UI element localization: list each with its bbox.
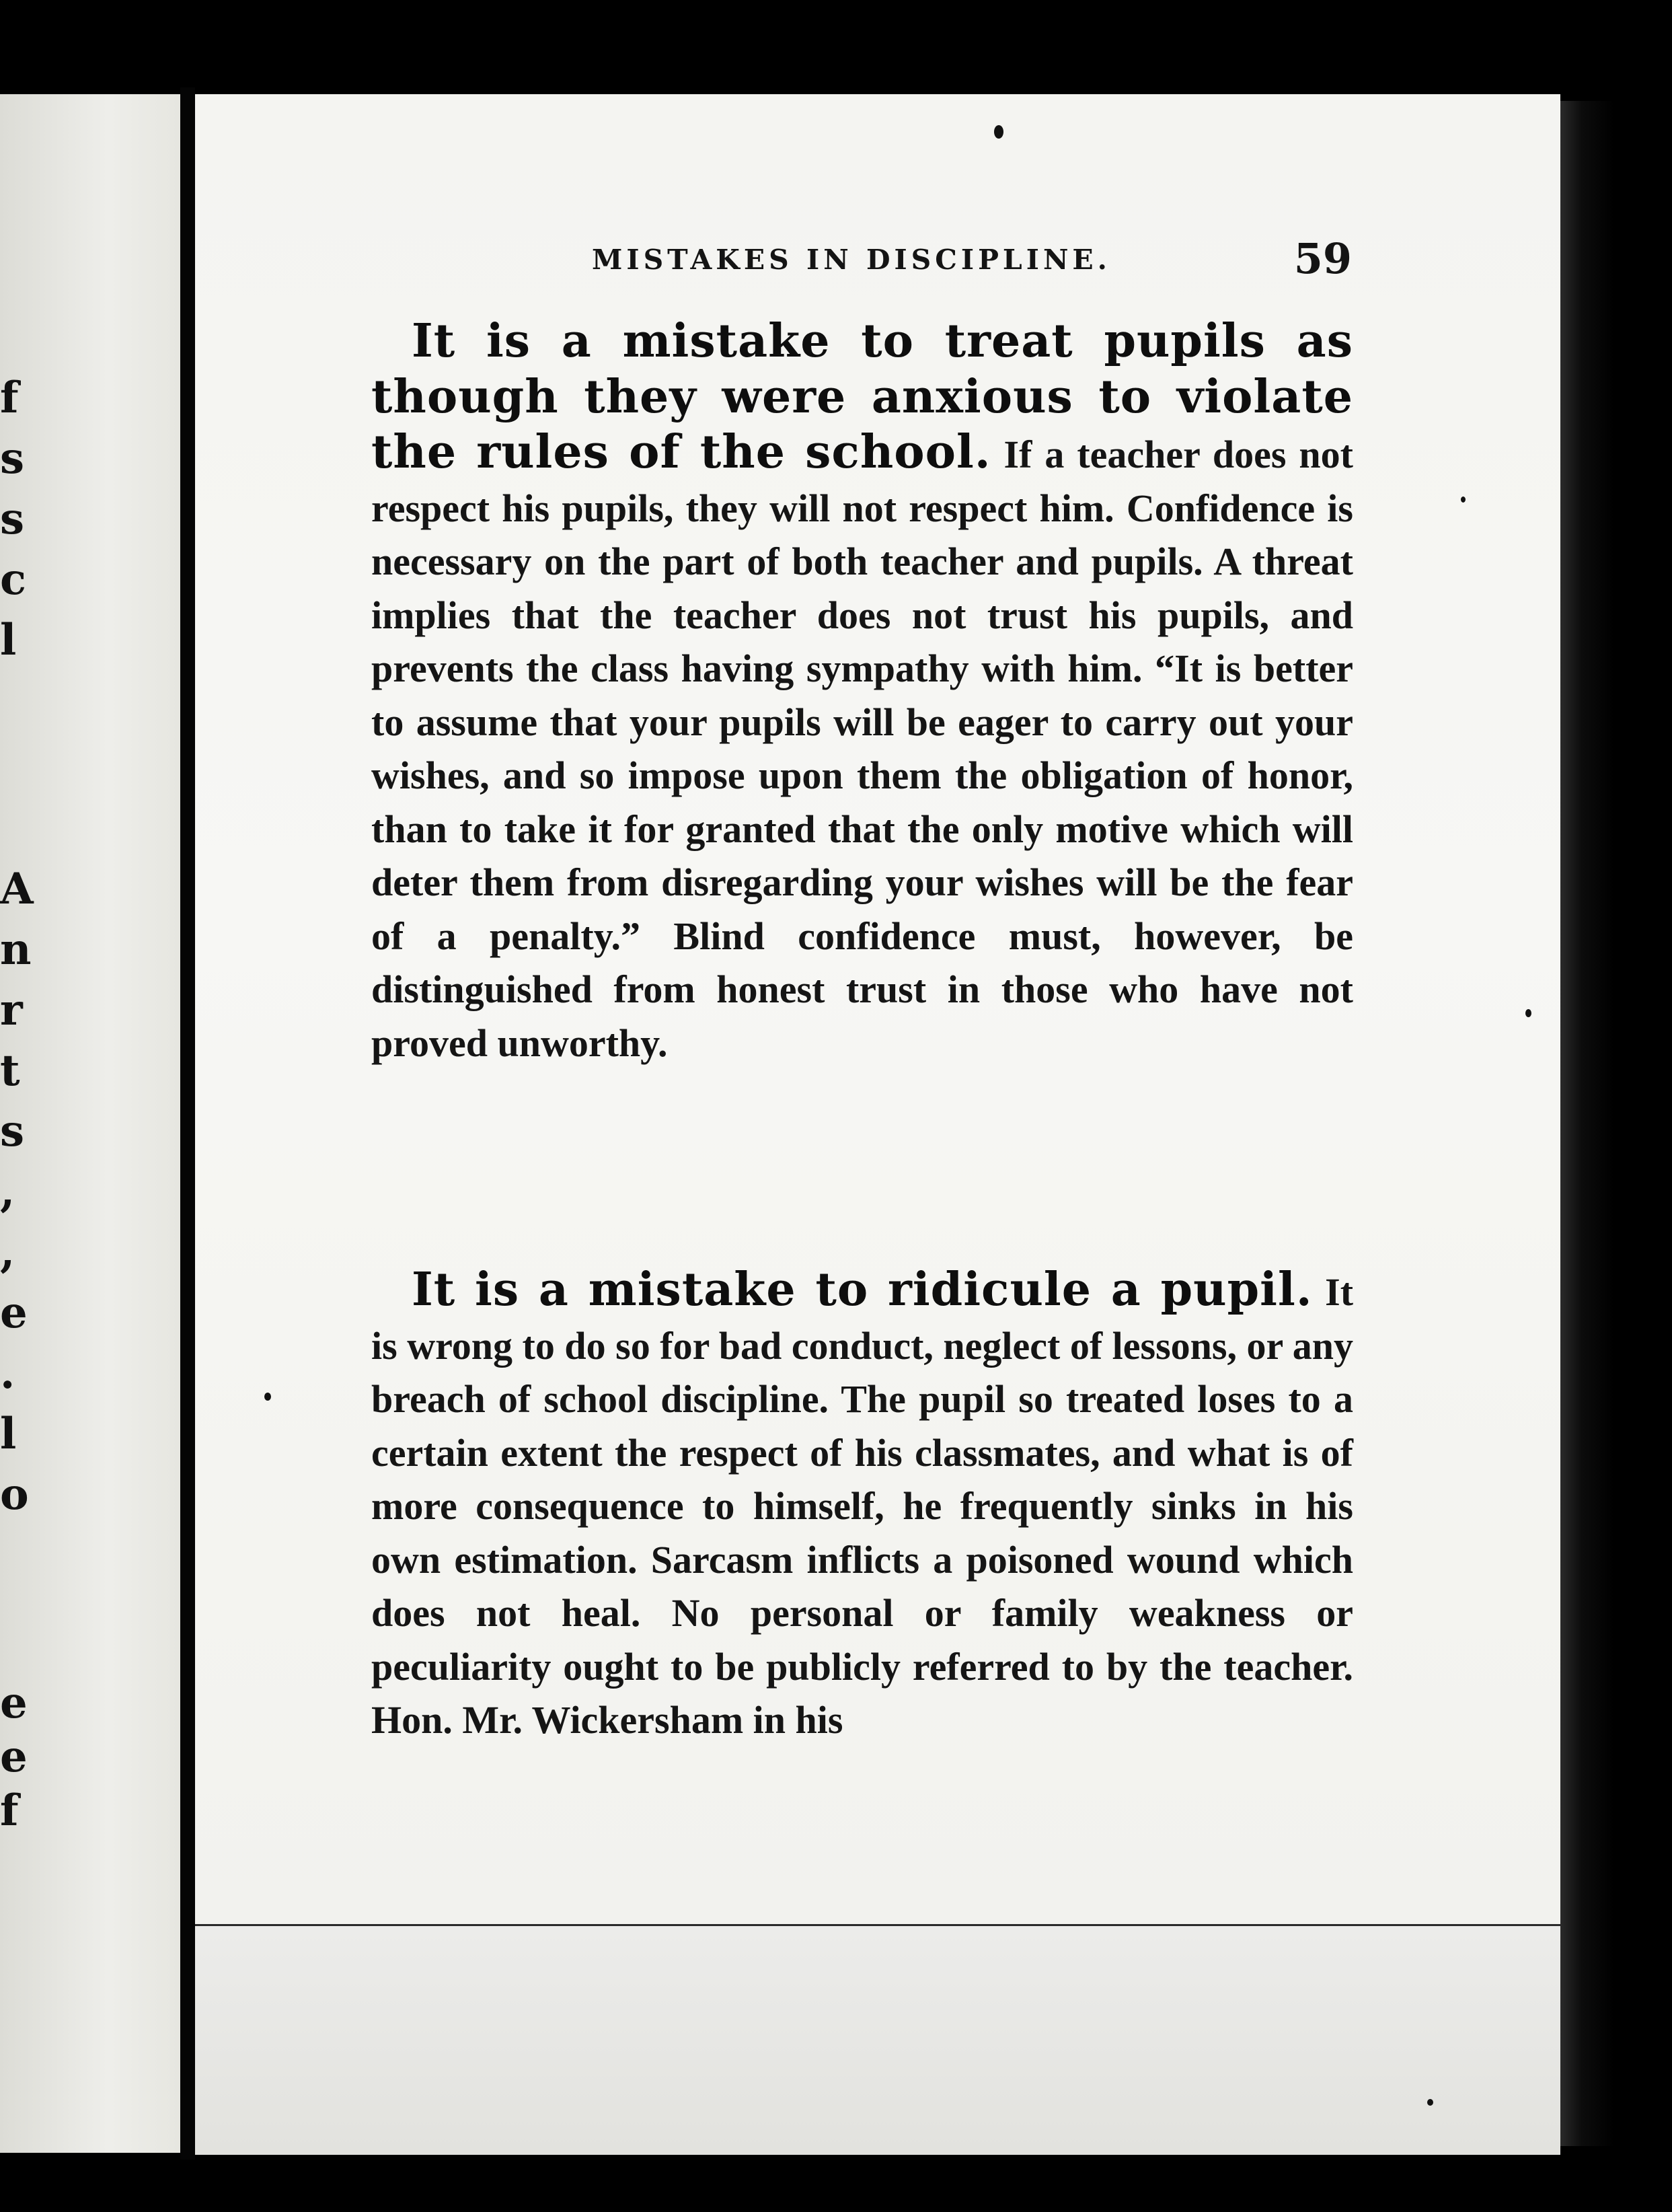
left-fragment: e xyxy=(0,1288,28,1338)
left-fragment: A xyxy=(0,864,34,914)
left-fragment: , xyxy=(0,1227,15,1278)
paragraph-1 xyxy=(371,315,1353,1070)
left-fragment: t xyxy=(0,1045,20,1096)
ink-speck xyxy=(264,1393,271,1401)
left-fragment: l xyxy=(0,615,17,665)
adjoining-left-page xyxy=(0,94,180,2153)
left-fragment: s xyxy=(0,1106,25,1156)
left-fragment: s xyxy=(0,433,25,484)
left-fragment: f xyxy=(0,373,19,423)
ink-speck xyxy=(1525,1009,1531,1017)
left-fragment: . xyxy=(0,1348,15,1399)
paragraph-2 xyxy=(371,1263,1353,1747)
page-right-edge xyxy=(1560,101,1614,2146)
paragraph-body: If a teacher does not respect his pupils, they will not respect him. Confidence is necessary on the part of both teacher and pupils. A threat implies that the teacher does not trust his pupils, and prevents the class having sympathy with him. “It is better to assume that your pupils will be eager to carry out your wishes, and so impose upon them the obligation of honor, than to take it for granted that the only motive which will deter them from disregarding your wishes will be the fear of a penalty.” Blind confidence must, however, be distinguished from honest trust in those who have not proved unworthy. xyxy=(371,433,1353,1065)
left-fragment: , xyxy=(0,1167,15,1217)
running-head: MISTAKES IN DISCIPLINE. xyxy=(592,244,1111,276)
ink-speck xyxy=(1461,496,1466,503)
left-fragment: c xyxy=(0,554,26,605)
left-fragment: e xyxy=(0,1732,28,1782)
page-gutter xyxy=(180,87,195,2160)
left-fragment: n xyxy=(0,924,32,975)
left-fragment: o xyxy=(0,1469,29,1520)
left-fragment: s xyxy=(0,494,25,544)
page-number: 59 xyxy=(1293,234,1352,283)
ink-speck xyxy=(1427,2099,1433,2106)
left-fragment: r xyxy=(0,985,23,1035)
paragraph-heading: It is a mistake to treat pupils as though they were anxious to violate the rules of the school. xyxy=(371,314,1353,479)
paragraph-heading: It is a mistake to ridicule a pupil. xyxy=(412,1263,1313,1317)
paragraph-body: It is wrong to do so for bad conduct, neglect of lessons, or any breach of school discipline. The pupil so treated loses to a certain extent the respect of his classmates, and what is of more consequence to himself, he frequently sinks in his own estimation. Sarcasm inflicts a poisoned wound which does not heal. No personal or family weakness or peculiarity ought to be publicly referred to by the teacher. Hon. Mr. Wickersham in his xyxy=(371,1270,1354,1742)
left-fragment: e xyxy=(0,1678,28,1728)
left-fragment: f xyxy=(0,1785,19,1836)
page-header xyxy=(592,234,1352,295)
ink-speck xyxy=(994,125,1003,139)
left-fragment: l xyxy=(0,1409,17,1459)
page-bottom-margin xyxy=(195,1924,1560,2155)
